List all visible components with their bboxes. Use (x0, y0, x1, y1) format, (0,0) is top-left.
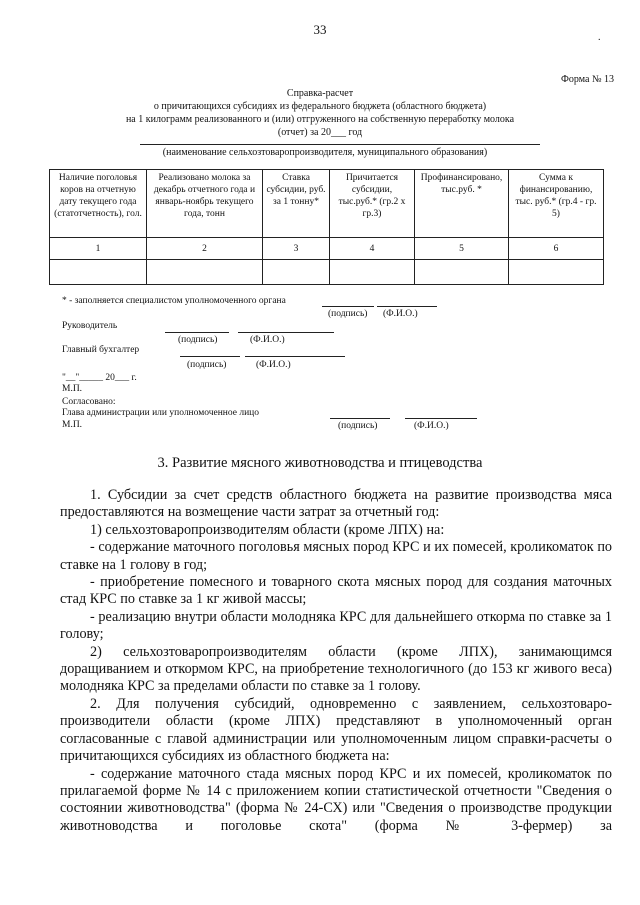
title-line-4: (отчет) за 20___ год (277, 127, 363, 138)
signature-line (165, 332, 229, 333)
table-header-cell: Реализовано молока за декабрь отчетного года и январь-ноябрь текущего года, тонн (147, 170, 263, 238)
name-line (377, 306, 437, 307)
signature-line (322, 306, 374, 307)
table-number-row (50, 238, 604, 260)
signature-caption: (подпись) (338, 421, 378, 431)
org-caption: (наименование сельхозтоваропроизводителя, муниципального образования) (162, 147, 488, 158)
section-body (60, 487, 612, 835)
title-line-1: Справка-расчет (286, 88, 354, 99)
table-header-cell: Наличие поголовья коров на отчетную дату текущего года (статотчетность), гол. (50, 170, 147, 238)
subsidy-table (49, 169, 604, 285)
column-number: 4 (330, 238, 415, 260)
name-caption: (Ф.И.О.) (250, 335, 285, 345)
page-number: 33 (313, 22, 327, 37)
table-cell (415, 260, 509, 285)
table-cell (263, 260, 330, 285)
signature-line (330, 418, 390, 419)
name-caption: (Ф.И.О.) (383, 309, 418, 319)
paragraph: - реализацию внутри области молодняка КРС для дальнейшего откорма по ставке за 1 голову; (60, 608, 612, 643)
table-cell (509, 260, 604, 285)
accountant-label: Главный бухгалтер (62, 345, 140, 355)
table-header-row (50, 170, 604, 238)
paragraph: 2. Для получения субсидий, одновременно с заявлением, сельхозтоваро-производители области (кроме ЛПХ) представляют в уполномоченный орган согласованные с главой администрации или уполномоченным лицом справки-расчеты о причитающихся субсидиях из областного бюджета на: (60, 695, 612, 765)
agreed-label: Согласовано: (62, 397, 116, 407)
name-line (238, 332, 334, 333)
table-cell (147, 260, 263, 285)
signature-caption: (подпись) (187, 360, 227, 370)
column-number: 5 (415, 238, 509, 260)
table-cell (330, 260, 415, 285)
column-number: 3 (263, 238, 330, 260)
signature-caption: (подпись) (178, 335, 218, 345)
stamp-place: М.П. (62, 384, 83, 394)
name-caption: (Ф.И.О.) (256, 360, 291, 370)
table-cell (50, 260, 147, 285)
corner-mark: . (598, 32, 601, 43)
footnote: * - заполняется специалистом уполномоченного органа (62, 296, 286, 306)
paragraph: - содержание маточного поголовья мясных пород КРС и их помесей, кроликоматок по ставке на 1 голову в год; (60, 539, 612, 573)
admin-label: Глава администрации или уполномоченное лицо (62, 408, 260, 418)
title-line-3: на 1 килограмм реализованного и (или) отгруженного на собственную переработку молока (125, 114, 515, 125)
title-line-2: о причитающихся субсидиях из федерального бюджета (областного бюджета) (153, 101, 487, 112)
signature-line (180, 356, 240, 357)
table-header-cell: Причитается субсидии, тыс.руб.* (гр.2 х гр.3) (330, 170, 415, 238)
column-number: 6 (509, 238, 604, 260)
column-number: 1 (50, 238, 147, 260)
form-label: Форма № 13 (561, 74, 614, 85)
head-label: Руководитель (62, 321, 118, 331)
paragraph: - приобретение помесного и товарного скота мясных пород для создания маточных стад КРС по ставке за 1 кг живой массы; (60, 574, 612, 608)
paragraph: 2) сельхозтоваропроизводителям области (кроме ЛПХ), занимающимся доращиванием и откормом КРС, на приобретение технологичного (до 153 кг живого веса) молодняка КРС за пределами области по ставке за 1 голову. (60, 643, 612, 695)
paragraph: 1. Субсидии за счет средств областного бюджета на развитие производства мяса предоставляются на возмещение части затрат за отчетный год: (60, 487, 612, 521)
name-line (245, 356, 345, 357)
signature-caption: (подпись) (328, 309, 368, 319)
section-heading: 3. Развитие мясного животноводства и птицеводства (157, 455, 483, 471)
name-caption: (Ф.И.О.) (414, 421, 449, 431)
column-number: 2 (147, 238, 263, 260)
table-row (50, 260, 604, 285)
name-line (405, 418, 477, 419)
document-title (60, 87, 580, 139)
paragraph: 1) сельхозтоваропроизводителям области (кроме ЛПХ) на: (90, 521, 445, 538)
stamp-place: М.П. (62, 420, 83, 430)
table-header-cell: Ставка субсидии, руб. за 1 тонну* (263, 170, 330, 238)
paragraph: - содержание маточного стада мясных пород КРС и их помесей, кроликоматок по прилагаемой форме № 14 с приложением копии статистической отчетности "Сведения о состоянии животноводства" (форма № 24-СХ) или "Сведения о производстве продукции животноводства и поголовье скота" (форма № 3-фермер) за (60, 765, 612, 834)
org-name-line (140, 144, 540, 145)
table-header-cell: Сумма к финансированию, тыс. руб.* (гр.4 - гр. 5) (509, 170, 604, 238)
date-line: "__"_____ 20___ г. (62, 373, 137, 383)
table-header-cell: Профинансировано, тыс.руб. * (415, 170, 509, 238)
